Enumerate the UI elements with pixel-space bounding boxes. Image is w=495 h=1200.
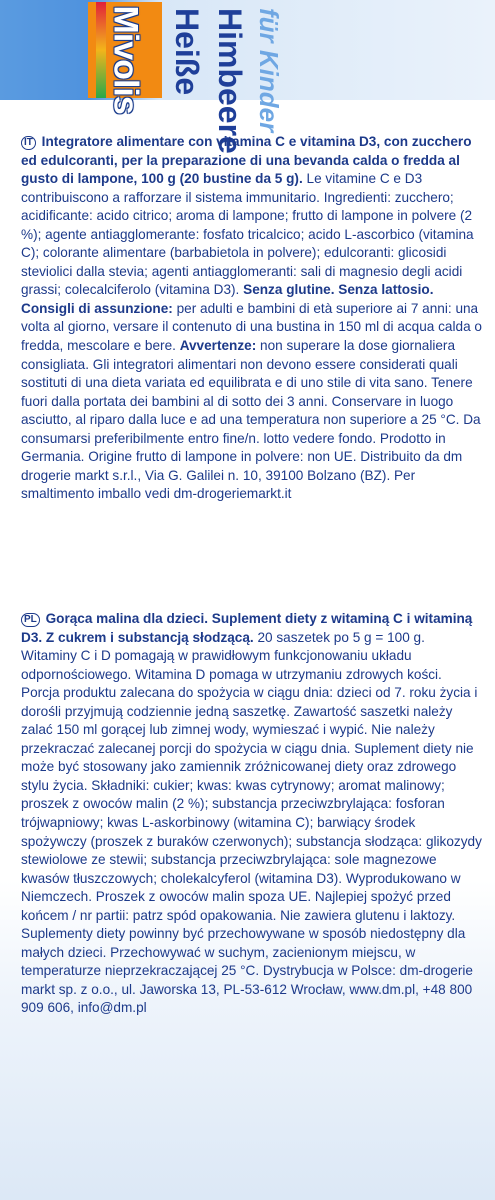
it-usage-label: Consigli di assunzione:	[21, 300, 173, 316]
it-intro: Integratore alimentare con vitamina C e vitamina D3, con zucchero ed edulcoranti, per la preparazione di una bevanda calda o fredda al gusto di lampone, 100 g (20 bustine da 5 g).	[21, 134, 472, 187]
product-title-line2: Himbeere	[212, 8, 248, 154]
pl-body: 20 saszetek po 5 g = 100 g. Witaminy C i D pomagają w prawidłowym funkcjonowaniu układu odpornościowego. Witamina D pomaga w utrzymaniu zdrowych kości. Porcja produktu zalecana do spożycia w ciągu dnia: dzieci od 7. roku życia i dorośli przyjmują codziennie jedną saszetkę. Zawartość saszetki należy zalać 150 ml gorącej lub zimnej wody, wymieszać i wypić. Nie należy przekraczać zalecanej porcji do spożycia w ciągu dnia. Suplement diety nie może być stosowany jako zamiennik zróżnicowanej diety oraz zdrowego stylu życia. Składniki: cukier; kwas: kwas cytrynowy; aromat malinowy; proszek z owoców malin (2 %); substancja przeciwzbrylająca: fosforan trójwapniowy; kwas L-askorbinowy (witamina C); barwiący środek spożywczy (proszek z buraków czerwonych); substancja słodząca: glikozydy stewiolowe ze stewii; substancja przeciwzbrylająca: sole magnezowe kwasów tłuszczowych; cholekalcyferol (witamina D3). Wyprodukowano w Niemczech. Proszek z owoców malin spoza UE. Najlepiej spożyć przed końcem / nr partii: patrz spód opakowania. Nie zawiera glutenu i laktozy. Suplementy diety powinny być przechowywane w sposób niedostępny dla małych dzieci. Przechowywać w suchym, zacienionym miejscu, w temperaturze nieprzekraczającej 25 °C. Dystrybucja w Polsce: dm-drogerie markt sp. z o.o., ul. Jaworska 13, PL-53-612 Wrocław, www.dm.pl, +48 800 909 606, info@dm.pl	[21, 629, 482, 1016]
logo-color-strip	[96, 2, 106, 98]
product-title-line1: Heiße	[169, 8, 205, 96]
it-gluten-note: Senza glutine. Senza lattosio.	[243, 282, 434, 298]
pl-intro: Gorąca malina dla dzieci. Suplement diety z witaminą C i witaminą D3. Z cukrem i substancją słodzącą.	[21, 611, 473, 645]
language-badge-it: IT	[21, 136, 36, 150]
product-title-line3: für Kinder	[254, 8, 284, 133]
italian-text-block	[21, 133, 483, 504]
language-badge-pl: PL	[21, 613, 40, 627]
polish-text-block	[21, 610, 483, 1018]
it-usage-text: per adulti e bambini di età superiore ai 7 anni: una volta al giorno, versare il contenuto di una bustina in 150 ml di acqua calda o fredda, mescolare e bere.	[21, 300, 482, 354]
brand-name: Mivolis	[106, 5, 145, 114]
it-warning-text: non superare la dose giornaliera consigliata. Gli integratori alimentari non devono essere considerati quali sostituti di una dieta variata ed equilibrata e di uno stile di vita sano. Tenere fuori dalla portata dei bambini al di sotto dei 3 anni. Conservare in luogo asciutto, al riparo dalla luce e ad una temperatura non superiore a 25 °C. Da consumarsi preferibilmente entro fine/n. lotto vedere fondo. Prodotto in Germania. Origine frutto di lampone in polvere: non UE. Distribuito da dm drogerie markt s.r.l., Via G. Galilei n. 10, 39100 Bolzano (BZ). Per smaltimento imballo vedi dm-drogeriemarkt.it	[21, 338, 481, 502]
it-warning-label: Avvertenze:	[179, 338, 257, 354]
it-body: Le vitamine C e D3 contribuiscono a rafforzare il sistema immunitario. Ingredienti: zucchero; acidificante: acido citrico; aroma di lampone; frutto di lampone in polvere (2 %); agente antiagglomerante: fosfato tricalcico; acido L-ascorbico (vitamina C); colorante alimentare (barbabietola in polvere); edulcoranti: glicosidi steviolici dalla stevia; agenti antiagglomeranti: sali di magnesio degli acidi grassi; colecalciferolo (vitamina D3).	[21, 171, 474, 298]
